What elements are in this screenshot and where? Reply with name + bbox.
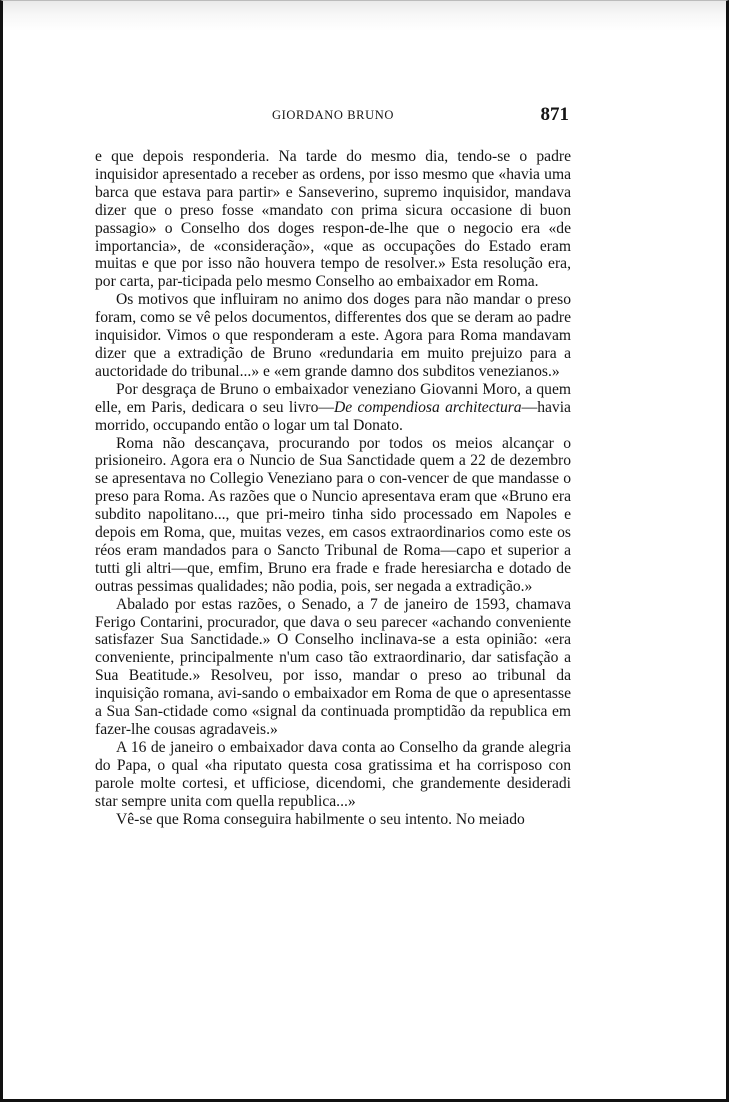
paragraph <box>95 811 571 829</box>
paragraph-text: —havia morrido, occupando então o logar um tal Donato. <box>95 398 571 434</box>
paragraph <box>95 596 571 739</box>
paragraph <box>95 739 571 811</box>
running-head <box>95 104 571 134</box>
paragraph-text: Por desgraça de Bruno o embaixador veneziano Giovanni Moro, a quem elle, em Paris, dedicara o seu livro— <box>95 380 571 416</box>
book-page <box>95 104 571 828</box>
paragraph <box>95 291 571 381</box>
paragraph-text: Roma não descançava, procurando por todos os meios alcançar o prisioneiro. Agora era o Nuncio de Sua Sanctidade quem a 22 de dezembro se apresentava no Collegio Veneziano para o con-vencer de que mandasse o preso para Roma. As razões que o Nuncio apresentava eram que «Bruno era subdito napolitano..., que pri-meiro tinha sido processado em Napoles e depois em Roma, que, muitas vezes, em casos extraordinarios como este os réos eram mandados para o Sancto Tribunal de Roma—capo et superior a tutti gli altri—que, emfim, Bruno era frade e frade heresiarcha e dotado de outras pessimas qualidades; não podia, pois, ser negada a extradição.» <box>95 434 571 595</box>
running-title: GIORDANO BRUNO <box>272 108 394 122</box>
paragraph-text: Abalado por estas razões, o Senado, a 7 de janeiro de 1593, chamava Ferigo Contarini, procurador, que dava o seu parecer «achando conveniente satisfazer Sua Sanctidade.» O Conselho inclinava-se a esta opinião: «era conveniente, principalmente n'um caso tão extraordinario, dar satisfação a Sua Beatitude.» Resolveu, por isso, mandar o preso ao tribunal da inquisição romana, avi-sando o embaixador em Roma de que o apresentasse a Sua San-ctidade como «signal da continuada promptidão da republica em fazer-lhe cousas agradaveis.» <box>95 595 571 738</box>
page-number: 871 <box>540 104 569 125</box>
paragraph-text: Os motivos que influiram no animo dos doges para não mandar o preso foram, como se vê pelos documentos, differentes dos que se deram ao padre inquisidor. Vimos o que responderam a este. Agora para Roma mandavam dizer que a extradição de Bruno «redundaria em muito prejuizo para a auctoridade do tribunal...» e «em grande damno dos subditos venezianos.» <box>95 291 571 380</box>
paragraph-text: A 16 de janeiro o embaixador dava conta ao Conselho da grande alegria do Papa, o qual «ha riputato questa cosa gratissima et ha corrisposo con parole molte cortesi, et ufficiose, dicendomi, che grandemente desideradi star sempre unita com quella republica...» <box>95 738 571 810</box>
paragraph-text: e que depois responderia. Na tarde do mesmo dia, tendo-se o padre inquisidor apresentado a receber as ordens, por isso mesmo que «havia uma barca que estava para partir» e Sanseverino, supremo inquisidor, mandava dizer que o preso fosse «mandato con prima sicura occasione di buon passagio» o Conselho dos doges respon-de-lhe que o negocio era «de importancia», de «consideração», «que as occupações do Estado eram muitas e que por isso não houvera tempo de resolver.» Esta resolução era, por carta, par-ticipada pelo mesmo Conselho ao embaixador em Roma. <box>95 148 571 291</box>
body-text <box>95 148 571 828</box>
paragraph-text: Vê-se que Roma conseguira habilmente o seu intento. No meiado <box>116 810 525 828</box>
paragraph-continuation <box>95 148 571 291</box>
paragraph <box>95 381 571 435</box>
paragraph <box>95 435 571 596</box>
book-title: De compendiosa architectura <box>333 398 522 416</box>
